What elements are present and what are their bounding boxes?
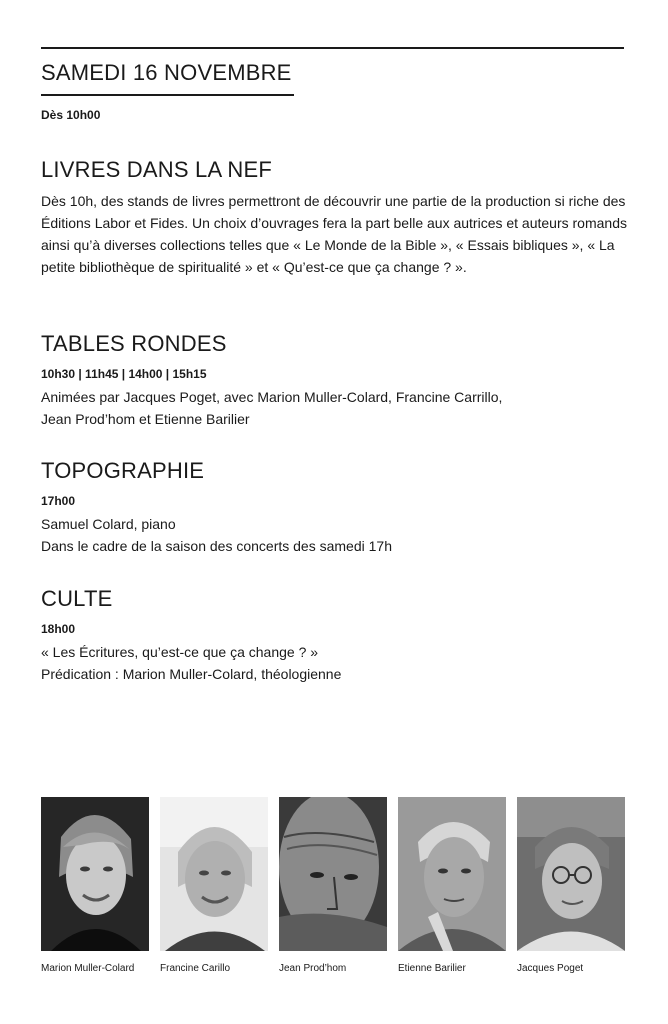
section-title: TOPOGRAPHIE: [41, 458, 205, 483]
portrait-image: [279, 797, 387, 951]
section-line: Prédication : Marion Muller-Colard, théologienne: [41, 666, 342, 682]
top-rule: [41, 47, 624, 49]
section-line: « Les Écritures, qu’est-ce que ça change ? »: [41, 644, 319, 660]
portrait-image: [517, 797, 625, 951]
section-line: Jean Prod’hom et Etienne Barilier: [41, 411, 250, 427]
section-title: CULTE: [41, 586, 113, 611]
portrait-photo: [398, 797, 506, 951]
portrait-card: [41, 797, 149, 974]
portrait-card: [160, 797, 268, 974]
section-time: 10h30 | 11h45 | 14h00 | 15h15: [41, 367, 207, 381]
day-title: SAMEDI 16 NOVEMBRE: [41, 60, 292, 85]
portrait-photo: [279, 797, 387, 951]
section-line: Dans le cadre de la saison des concerts des samedi 17h: [41, 538, 392, 554]
portrait-photo: [41, 797, 149, 951]
portrait-image: [160, 797, 268, 951]
section-time: 18h00: [41, 622, 76, 636]
portrait-caption: Marion Muller-Colard: [41, 963, 135, 974]
portrait-image: [41, 797, 149, 951]
start-time: Dès 10h00: [41, 108, 101, 122]
section-topographie: [41, 457, 631, 557]
section-title: TABLES RONDES: [41, 331, 227, 356]
section-culte: [41, 585, 631, 685]
portrait-card: [398, 797, 506, 974]
portrait-photo: [160, 797, 268, 951]
portrait-caption: Etienne Barilier: [398, 963, 466, 974]
portrait-caption: Jacques Poget: [517, 963, 584, 974]
portrait-gallery: [41, 797, 626, 987]
portrait-caption: Francine Carillo: [160, 963, 231, 974]
day-title-underline: [41, 94, 294, 96]
portrait-caption: Jean Prod’hom: [279, 963, 347, 974]
section-line: Animées par Jacques Poget, avec Marion Muller-Colard, Francine Carrillo,: [41, 389, 503, 405]
section-time: 17h00: [41, 494, 76, 508]
section-text: Dès 10h, des stands de livres permettront de découvrir une partie de la production si riche des Éditions Labor et Fides. Un choix d’ouvrages fera la part belle aux autrices et auteurs romands ainsi qu’à diverses collections telles que « Le Monde de la Bible », « Essais bibliques », « La petite bibliothèque de spiritualité » et « Qu’est-ce que ça change ? ».: [41, 193, 627, 275]
portrait-card: [279, 797, 387, 974]
portrait-card: [517, 797, 625, 974]
section-line: Samuel Colard, piano: [41, 516, 176, 532]
portrait-photo: [517, 797, 625, 951]
section-livres-dans-la-nef: [41, 156, 631, 278]
section-title: LIVRES DANS LA NEF: [41, 157, 273, 182]
portrait-image: [398, 797, 506, 951]
section-tables-rondes: [41, 330, 631, 430]
